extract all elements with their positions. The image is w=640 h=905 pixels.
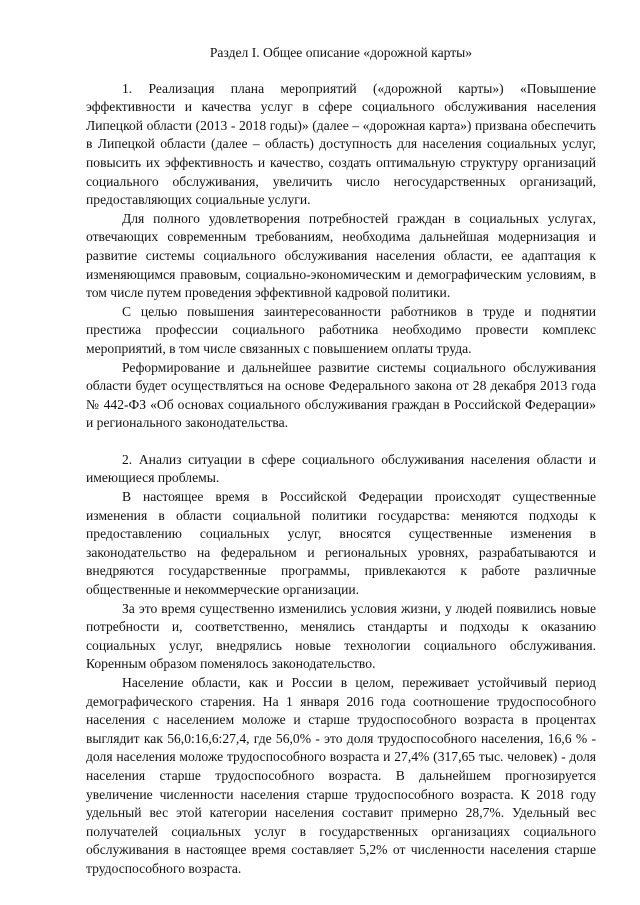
- section-title: Раздел I. Общее описание «дорожной карты»: [209, 45, 473, 60]
- paragraph: 1. Реализация плана мероприятий («дорожной карты») «Повышение эффективности и качества услуг в сфере социального обслуживания населения Липецкой области (2013 - 2018 годы)» (далее – «дорожная карта») призвана обеспечить в Липецкой области (далее – область) доступность для населения социальных услуг, повысить их эффективность и качество, создать оптимальную структуру организаций социального обслуживания, увеличить число негосударственных организаций, предоставляющих социальные услуги.: [86, 80, 596, 208]
- paragraph: Население области, как и России в целом, переживает устойчивый период демографического старения. На 1 января 2016 года соотношение трудоспособного населения с населением моложе и старше трудоспособного возраста в процентах выглядит как 56,0:16,6:27,4, где 56,0% - это доля трудоспособного населения, 16,6 % - доля населения моложе трудоспособного возраста и 27,4% (317,65 тыс. человек) - доля населения старше трудоспособного возраста. В дальнейшем прогнозируется увеличение численности населения старше трудоспособного возраста. К 2018 году удельный вес этой категории населения составит примерно 28,7%. Удельный вес получателей социальных услуг в государственных организациях социального обслуживания в настоящее время составляет 5,2% от численности населения старше трудоспособного возраста.: [86, 675, 596, 876]
- section-1: [86, 80, 596, 433]
- paragraph: 2. Анализ ситуации в сфере социального обслуживания населения области и имеющиеся проблемы.: [86, 451, 596, 486]
- document-body: [86, 44, 596, 879]
- paragraph: Реформирование и дальнейшее развитие системы социального обслуживания области будет осуществляться на основе Федерального закона от 28 декабря 2013 года № 442-ФЗ «Об основах социального обслуживания граждан в Российской Федерации» и регионального законодательства.: [86, 359, 596, 431]
- paragraph: С целью повышения заинтересованности работников в труде и поднятии престижа профессии социального работника необходимо провести комплекс мероприятий, в том числе связанных с повышением оплаты труда.: [86, 303, 596, 356]
- paragraph: Для полного удовлетворения потребностей граждан в социальных услугах, отвечающих современным требованиям, необходима дальнейшая модернизация и развитие системы социального обслуживания населения области, ее адаптация к изменяющимся правовым, социально-экономическим и демографическим условиям, в том числе путем проведения эффективной кадровой политики.: [86, 210, 596, 301]
- section-spacer: [86, 433, 596, 451]
- paragraph: В настоящее время в Российской Федерации происходят существенные изменения в области социальной политики государства: меняются подходы к предоставлению социальных услуг, вносятся существенные изменения в законодательство на федеральном и региональных уровнях, разрабатываются и внедряются государственные программы, привлекаются к работе различные общественные и некоммерческие организации.: [86, 489, 596, 598]
- paragraph: За это время существенно изменились условия жизни, у людей появились новые потребности и, соответственно, менялись стандарты и подходы к оказанию социальных услуг, внедрялись новые технологии социального обслуживания. Коренным образом поменялось законодательство.: [86, 600, 596, 672]
- section-2: [86, 451, 596, 879]
